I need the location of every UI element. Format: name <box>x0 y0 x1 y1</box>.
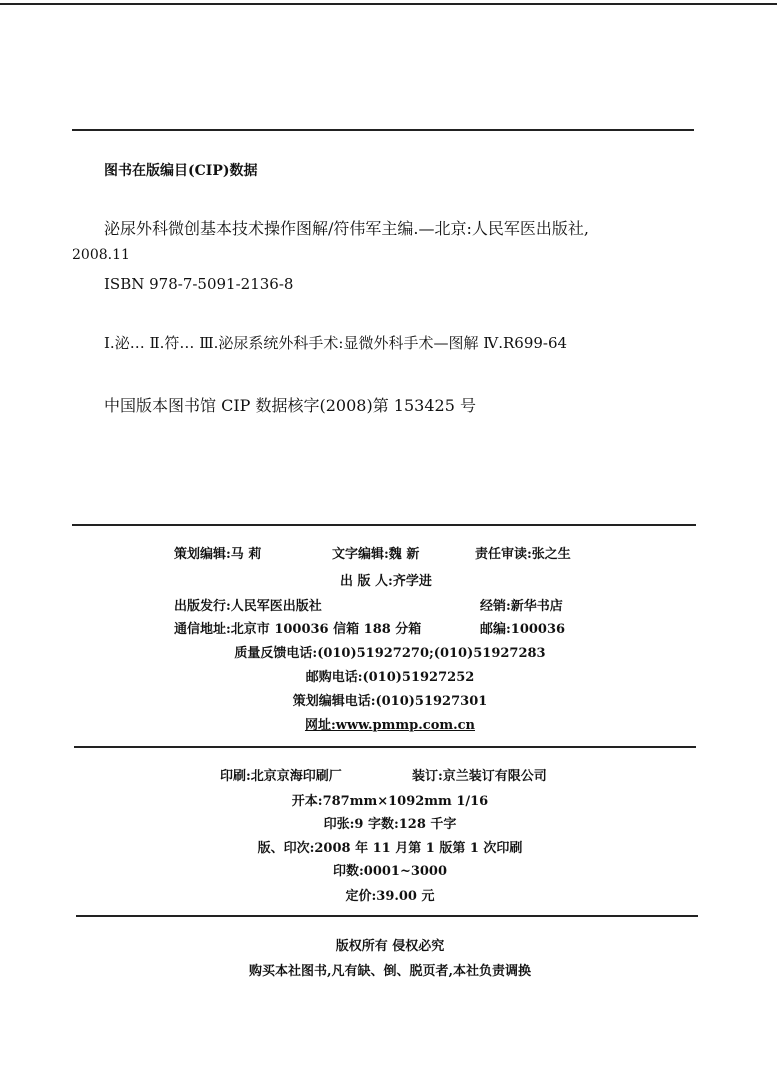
price: 定价:39.00 元 <box>345 889 435 904</box>
printer: 印刷:北京京海印刷厂 <box>220 769 342 784</box>
publisher-person: 出 版 人:齐学进 <box>340 574 432 589</box>
mailing-address: 通信地址:北京市 100036 信箱 188 分箱 <box>174 622 422 637</box>
cip-number: 中国版本图书馆 CIP 数据核字(2008)第 153425 号 <box>104 396 476 415</box>
page-top-edge <box>0 3 777 5</box>
cip-classification-line: Ⅰ.泌… Ⅱ.符… Ⅲ.泌尿系统外科手术:显微外科手术—图解 Ⅳ.R699-64 <box>104 334 568 352</box>
cip-year-line: 2008.11 <box>72 247 130 263</box>
postcode: 邮编:100036 <box>480 622 566 637</box>
editorial-phone: 策划编辑电话:(010)51927301 <box>292 694 488 709</box>
website-link[interactable]: 网址:www.pmmp.com.cn <box>304 718 476 733</box>
binder: 装订:京兰装订有限公司 <box>412 769 547 784</box>
distributor: 经销:新华书店 <box>480 599 563 614</box>
cip-title-line: 泌尿外科微创基本技术操作图解/符伟军主编.—北京:人民军医出版社, <box>104 219 589 238</box>
text-editor: 文字编辑:魏 新 <box>332 547 420 562</box>
sheets-and-words: 印张:9 字数:128 千字 <box>323 817 457 832</box>
printing-top-rule <box>74 746 696 748</box>
print-run: 印数:0001~3000 <box>332 864 448 879</box>
cip-top-rule <box>72 129 694 131</box>
feedback-phone: 质量反馈电话:(010)51927270;(010)51927283 <box>234 646 546 661</box>
cip-isbn: ISBN 978-7-5091-2136-8 <box>104 275 294 293</box>
publisher: 出版发行:人民军医出版社 <box>174 599 322 614</box>
notice-top-rule <box>76 915 698 917</box>
cip-heading: 图书在版编目(CIP)数据 <box>104 163 258 179</box>
planning-editor: 策划编辑:马 莉 <box>174 547 262 562</box>
staff-top-rule <box>72 524 696 526</box>
book-format: 开本:787mm×1092mm 1/16 <box>291 794 489 809</box>
edition-printing: 版、印次:2008 年 11 月第 1 版第 1 次印刷 <box>257 841 523 856</box>
mail-order-phone: 邮购电话:(010)51927252 <box>305 670 475 685</box>
exchange-notice: 购买本社图书,凡有缺、倒、脱页者,本社负责调换 <box>248 964 532 979</box>
copyright-notice: 版权所有 侵权必究 <box>335 939 445 954</box>
reviewer: 责任审读:张之生 <box>475 547 571 562</box>
